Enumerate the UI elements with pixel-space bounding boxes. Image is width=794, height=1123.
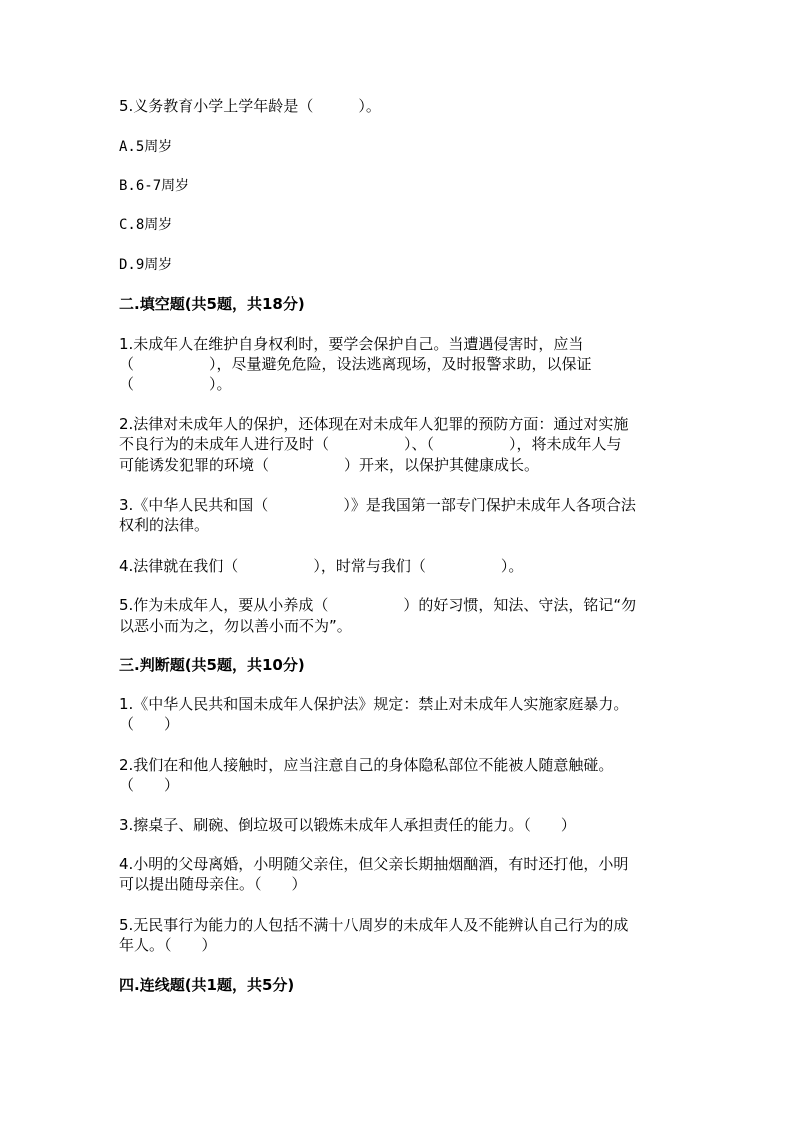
judge-q3-line-1: 3.擦桌子、刷碗、倒垃圾可以锻炼未成年人承担责任的能力。（ ） [119, 816, 576, 834]
judge-q2-line-1: 2.我们在和他人接触时，应当注意自己的身体隐私部位不能被人随意触碰。 [119, 756, 614, 774]
fill-q1-line-3: （ ）。 [119, 375, 232, 393]
fill-q2-line-3: 可能诱发犯罪的环境（ ）开来，以保护其健康成长。 [119, 456, 540, 474]
judge-q1-line-2: （ ） [119, 715, 180, 733]
mc-option-c: C.8周岁 [119, 217, 173, 233]
fill-q4-line-1: 4.法律就在我们（ ），时常与我们（ ）。 [119, 557, 524, 575]
mc-option-b: B.6-7周岁 [119, 178, 190, 194]
fill-q3-line-2: 权利的法律。 [119, 516, 210, 534]
mc-question-5-stem: 5.义务教育小学上学年龄是（ ）。 [119, 97, 381, 115]
mc-option-d: D.9周岁 [119, 257, 173, 273]
fill-q5-line-1: 5.作为未成年人，要从小养成（ ）的好习惯，知法、守法，铭记“勿 [119, 596, 637, 614]
section-judge-heading: 三.判断题(共5题，共10分) [119, 656, 305, 674]
judge-q5-line-2: 年人。（ ） [119, 936, 217, 954]
fill-q1-line-2: （ ），尽量避免危险，设法逃离现场，及时报警求助，以保证 [119, 355, 592, 373]
judge-q1-line-1: 1.《中华人民共和国未成年人保护法》规定：禁止对未成年人实施家庭暴力。 [119, 695, 629, 713]
judge-q4-line-1: 4.小明的父母离婚，小明随父亲住，但父亲长期抽烟酗酒，有时还打他，小明 [119, 855, 629, 873]
section-fill-heading: 二.填空题(共5题，共18分) [119, 295, 305, 313]
judge-q5-line-1: 5.无民事行为能力的人包括不满十八周岁的未成年人及不能辨认自己行为的成 [119, 916, 629, 934]
judge-q2-line-2: （ ） [119, 776, 180, 794]
fill-q2-line-1: 2.法律对未成年人的保护，还体现在对未成年人犯罪的预防方面：通过对实施 [119, 415, 629, 433]
fill-q3-line-1: 3.《中华人民共和国（ ）》是我国第一部专门保护未成年人各项合法 [119, 496, 636, 514]
fill-q5-line-2: 以恶小而为之，勿以善小而不为”。 [119, 617, 352, 635]
section-match-heading: 四.连线题(共1题，共5分) [119, 976, 295, 994]
judge-q4-line-2: 可以提出随母亲住。（ ） [119, 875, 307, 893]
mc-option-a: A.5周岁 [119, 139, 173, 155]
fill-q2-line-2: 不良行为的未成年人进行及时（ ）、（ ），将未成年人与 [119, 435, 622, 453]
fill-q1-line-1: 1.未成年人在维护自身权利时，要学会保护自己。当遭遇侵害时，应当 [119, 335, 584, 353]
